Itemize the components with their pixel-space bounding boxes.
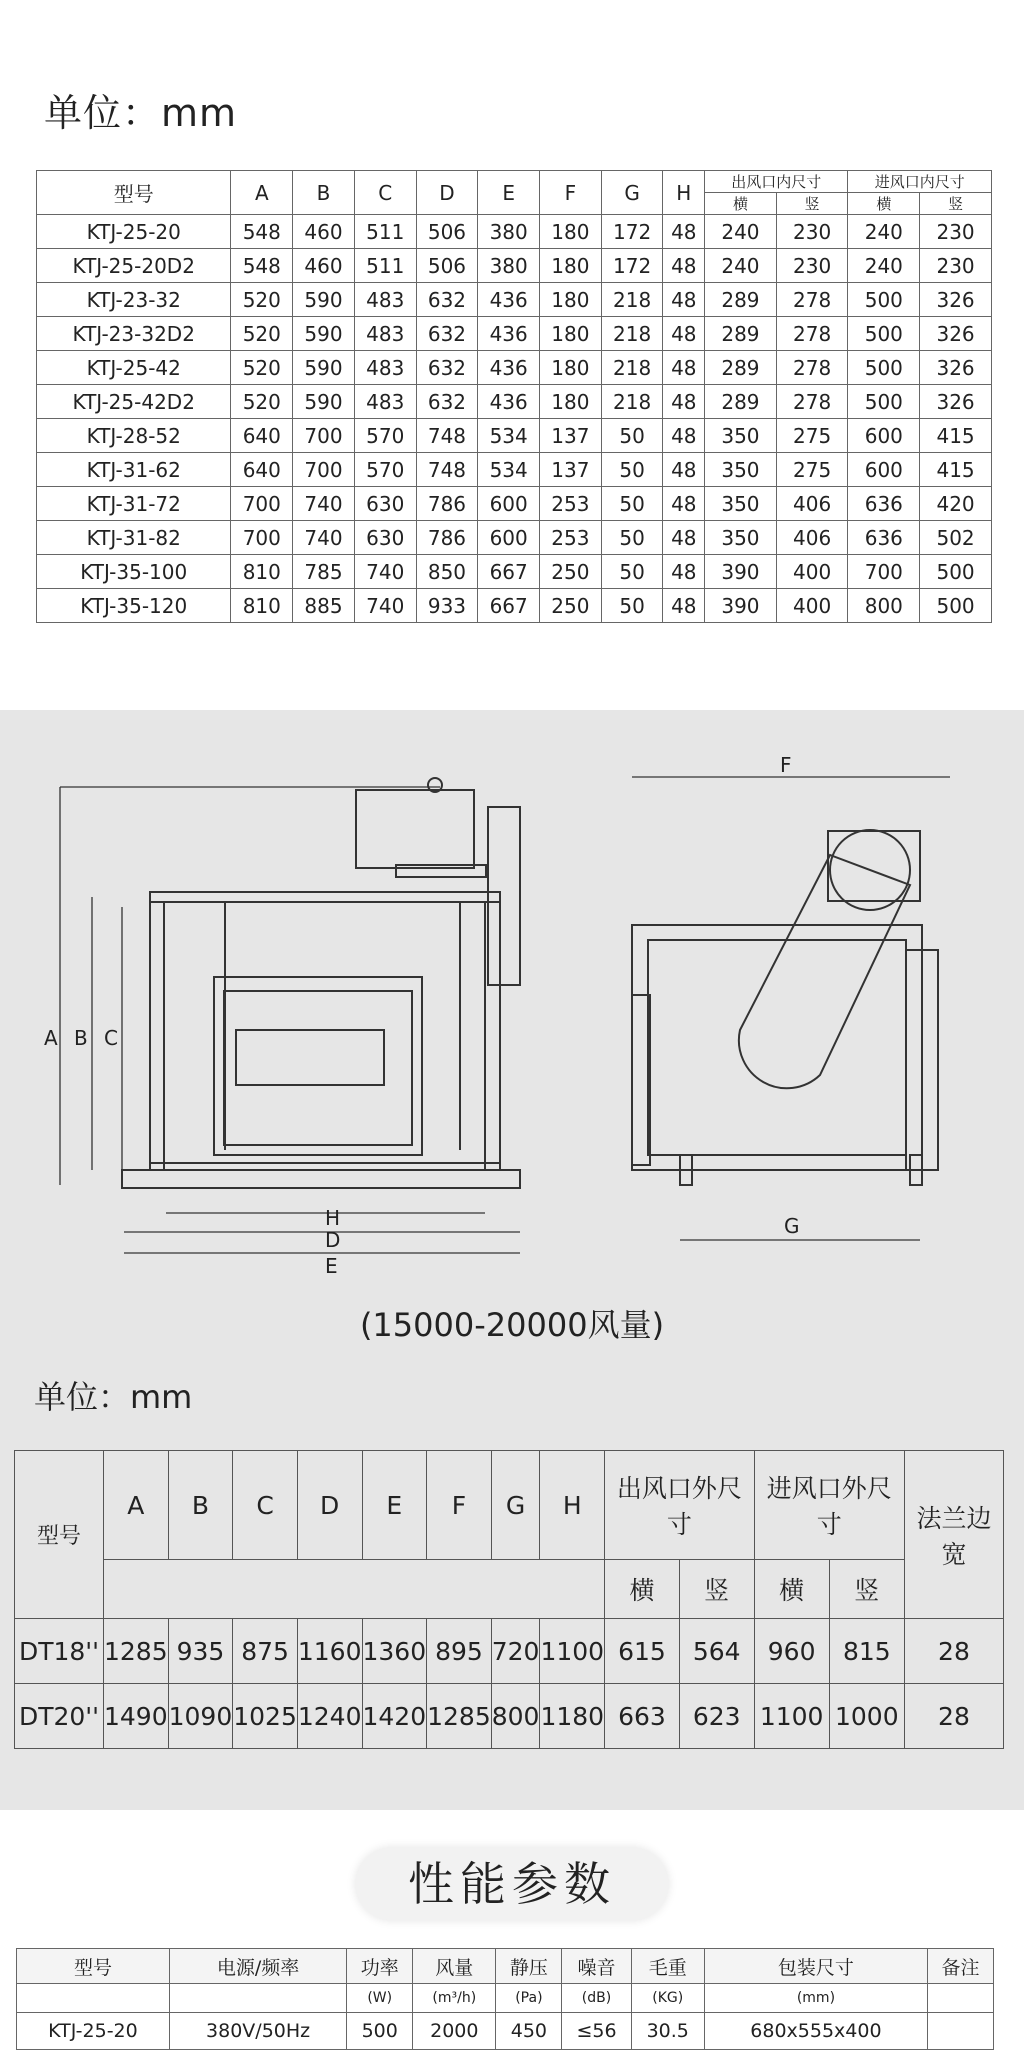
table-cell: 511 [354,215,416,249]
table-cell: 390 [705,555,777,589]
dim-label-e: E [325,1254,338,1278]
table-cell: 436 [478,283,540,317]
technical-drawing [30,745,994,1290]
table-cell: 275 [776,453,848,487]
dimension-table-ktj [36,170,992,623]
table-cell: 570 [354,419,416,453]
table-cell: 590 [293,317,355,351]
table-cell: 390 [705,589,777,623]
table-cell: 600 [848,453,920,487]
table-cell: 500 [848,283,920,317]
model-cell: KTJ-25-42 [37,351,231,385]
table-cell: 48 [663,283,705,317]
table-cell: 548 [231,215,293,249]
table-cell: 623 [679,1684,754,1749]
table-cell: 436 [478,351,540,385]
table-cell: ≤56 [562,2013,631,2050]
table-cell: 615 [605,1619,680,1684]
table-row [37,317,992,351]
table-cell: 933 [416,589,478,623]
table-cell: 278 [776,351,848,385]
column-header: B [293,171,355,215]
table-cell: 483 [354,317,416,351]
table-cell: 180 [540,385,602,419]
table-cell: 506 [416,249,478,283]
table-cell: 253 [540,487,602,521]
table-row [37,215,992,249]
table-cell: 230 [776,249,848,283]
table-cell: 28 [904,1684,1003,1749]
column-header: F [540,171,602,215]
unit-label-bottom: 单位：mm [34,1378,193,1416]
table-cell: 250 [540,589,602,623]
column-header: C [233,1451,298,1560]
unit-cell: (mm) [704,1984,927,2013]
column-header: G [491,1451,540,1560]
table-cell: 600 [478,521,540,555]
performance-table [16,1948,994,2050]
table-cell: 720 [491,1619,540,1684]
column-subheader: 竖 [679,1560,754,1619]
table-cell: 180 [540,215,602,249]
unit-cell: (KG) [631,1984,704,2013]
column-header: 包装尺寸 [704,1949,927,1984]
table-cell: 460 [293,249,355,283]
model-cell: KTJ-31-82 [37,521,231,555]
table-cell: 1160 [297,1619,362,1684]
table-cell: 667 [478,555,540,589]
table-cell: 1090 [168,1684,233,1749]
table-cell: 700 [231,487,293,521]
table-cell: 450 [496,2013,562,2050]
column-header: E [478,171,540,215]
column-header: F [427,1451,492,1560]
column-group-header: 出风口外尺寸 [605,1451,754,1560]
unit-label-top: 单位：mm [44,91,238,135]
table-cell: 500 [347,2013,413,2050]
column-header: A [231,171,293,215]
table-cell: 630 [354,521,416,555]
table-cell: 570 [354,453,416,487]
dim-label-d: D [325,1228,341,1252]
table-cell: 250 [540,555,602,589]
table-cell: 700 [231,521,293,555]
unit-cell: (Pa) [496,1984,562,2013]
table-cell: 740 [293,521,355,555]
table-cell: 520 [231,283,293,317]
table-cell: 48 [663,317,705,351]
table-cell: 48 [663,249,705,283]
column-header: 噪音 [562,1949,631,1984]
table-cell: 380V/50Hz [169,2013,346,2050]
column-subheader: 横 [848,193,920,215]
table-cell: 230 [776,215,848,249]
column-header: 型号 [15,1451,104,1619]
table-cell: 50 [601,555,663,589]
table-cell: 500 [848,385,920,419]
table-cell: 636 [848,521,920,555]
table-cell: 511 [354,249,416,283]
table-cell: 48 [663,351,705,385]
table-cell: 700 [293,419,355,453]
table-cell: 500 [848,351,920,385]
table-cell: 748 [416,453,478,487]
side-panel [488,807,520,985]
table-cell: 253 [540,521,602,555]
table-cell: 406 [776,521,848,555]
table-cell: 680x555x400 [704,2013,927,2050]
dim-label-b: B [74,1026,88,1050]
table-cell: 380 [478,249,540,283]
table-cell: 289 [705,351,777,385]
table-cell: 520 [231,351,293,385]
table-cell: 137 [540,419,602,453]
table-cell: 810 [231,589,293,623]
table-cell: 1490 [104,1684,169,1749]
table-cell: 230 [920,215,992,249]
column-header: D [297,1451,362,1560]
table-cell: 810 [231,555,293,589]
table-cell: 218 [601,351,663,385]
table-cell: 935 [168,1619,233,1684]
table-cell: 632 [416,351,478,385]
table-cell: 740 [354,555,416,589]
table-cell: 636 [848,487,920,521]
table-cell: 350 [705,453,777,487]
table-cell: 326 [920,351,992,385]
table-cell: 278 [776,385,848,419]
table-cell: 48 [663,215,705,249]
table-cell: 180 [540,351,602,385]
table-cell: 506 [416,215,478,249]
table-cell: 700 [293,453,355,487]
table-cell: 180 [540,249,602,283]
table-cell: 218 [601,317,663,351]
column-header: 备注 [928,1949,994,1984]
table-cell: 28 [904,1619,1003,1684]
table-units-row [17,1984,994,2013]
column-subheader: 竖 [829,1560,904,1619]
table-cell: 400 [776,555,848,589]
table-row [15,1684,1004,1749]
column-header: D [416,171,478,215]
table-cell: 172 [601,249,663,283]
model-cell: KTJ-25-20 [37,215,231,249]
column-header: 法兰边宽 [904,1451,1003,1619]
table-cell: 786 [416,521,478,555]
table-cell: 180 [540,283,602,317]
column-subheader: 竖 [920,193,992,215]
model-cell: KTJ-25-20 [17,2013,170,2050]
table-cell: 2000 [413,2013,496,2050]
table-cell: 289 [705,317,777,351]
table-cell: 640 [231,453,293,487]
table-cell: 415 [920,419,992,453]
table-cell: 350 [705,419,777,453]
table-cell: 240 [705,249,777,283]
model-cell: KTJ-35-100 [37,555,231,589]
table-cell: 632 [416,317,478,351]
column-header: 风量 [413,1949,496,1984]
table-header-row [17,1949,994,1984]
dim-label-a: A [44,1026,58,1050]
table-cell: 460 [293,215,355,249]
column-group-header: 进风口外尺寸 [754,1451,904,1560]
column-header: H [540,1451,605,1560]
column-subheader: 横 [705,193,777,215]
table-cell: 786 [416,487,478,521]
table-cell: 483 [354,283,416,317]
table-cell: 1420 [362,1684,427,1749]
table-cell: 400 [776,589,848,623]
table-cell: 48 [663,419,705,453]
table-cell: 380 [478,215,540,249]
model-cell: KTJ-25-20D2 [37,249,231,283]
table-cell: 483 [354,385,416,419]
table-cell: 48 [663,453,705,487]
table-cell: 48 [663,589,705,623]
table-cell: 483 [354,351,416,385]
table-cell: 1100 [754,1684,829,1749]
column-group-header: 出风口内尺寸 [705,171,848,193]
table-cell: 50 [601,521,663,555]
table-cell: 630 [354,487,416,521]
table-row [37,555,992,589]
table-cell: 218 [601,385,663,419]
model-cell: KTJ-25-42D2 [37,385,231,419]
table-cell: 326 [920,317,992,351]
table-cell: 502 [920,521,992,555]
dimension-table-dt [14,1450,1004,1749]
blank-cell [104,1560,605,1619]
table-cell: 415 [920,453,992,487]
model-cell: DT18'' [15,1619,104,1684]
table-cell: 1000 [829,1684,904,1749]
model-cell: DT20'' [15,1684,104,1749]
column-subheader: 竖 [776,193,848,215]
model-cell: KTJ-31-72 [37,487,231,521]
table-cell: 50 [601,487,663,521]
table-cell: 640 [231,419,293,453]
table-cell: 30.5 [631,2013,704,2050]
table-row [37,249,992,283]
table-row [37,487,992,521]
column-header: 电源/频率 [169,1949,346,1984]
table-cell: 960 [754,1619,829,1684]
table-cell: 406 [776,487,848,521]
table-cell: 748 [416,419,478,453]
column-header: E [362,1451,427,1560]
table-row [37,589,992,623]
table-cell: 700 [848,555,920,589]
unit-cell [928,1984,994,2013]
table-cell: 289 [705,385,777,419]
column-header: 型号 [17,1949,170,1984]
unit-cell [169,1984,346,2013]
table-cell: 534 [478,453,540,487]
table-cell: 50 [601,453,663,487]
table-cell: 632 [416,385,478,419]
column-header: C [354,171,416,215]
table-cell: 800 [848,589,920,623]
table-cell: 1100 [540,1619,605,1684]
column-header: H [663,171,705,215]
table-row [15,1619,1004,1684]
table-cell: 740 [293,487,355,521]
table-cell: 590 [293,283,355,317]
table-cell: 436 [478,317,540,351]
table-cell: 1360 [362,1619,427,1684]
table-cell: 240 [848,249,920,283]
table-cell: 895 [427,1619,492,1684]
column-subheader: 横 [754,1560,829,1619]
table-cell: 48 [663,521,705,555]
table-header-row [15,1451,1004,1560]
motor-box [356,790,474,868]
column-header: 静压 [496,1949,562,1984]
dim-label-g: G [784,1214,800,1238]
table-cell: 667 [478,589,540,623]
table-cell: 785 [293,555,355,589]
model-cell: KTJ-28-52 [37,419,231,453]
column-group-header: 进风口内尺寸 [848,171,992,193]
table-cell: 500 [848,317,920,351]
dim-label-c: C [104,1026,118,1050]
table-cell: 230 [920,249,992,283]
table-cell: 172 [601,215,663,249]
table-row [37,385,992,419]
table-row [37,283,992,317]
table-cell [928,2013,994,2050]
table-cell: 278 [776,283,848,317]
model-cell: KTJ-35-120 [37,589,231,623]
table-cell: 1240 [297,1684,362,1749]
table-cell: 850 [416,555,478,589]
table-cell: 350 [705,487,777,521]
table-cell: 534 [478,419,540,453]
table-header-row [37,171,992,193]
table-cell: 632 [416,283,478,317]
table-cell: 815 [829,1619,904,1684]
column-header: G [601,171,663,215]
column-header: 型号 [37,171,231,215]
table-cell: 740 [354,589,416,623]
column-subheader: 横 [605,1560,680,1619]
table-cell: 800 [491,1684,540,1749]
unit-cell: (W) [347,1984,413,2013]
table-cell: 500 [920,589,992,623]
table-cell: 350 [705,521,777,555]
table-row [37,521,992,555]
model-cell: KTJ-31-62 [37,453,231,487]
table-cell: 326 [920,385,992,419]
table-cell: 885 [293,589,355,623]
table-subheader-row [15,1560,1004,1619]
unit-cell [17,1984,170,2013]
table-cell: 590 [293,385,355,419]
table-row [37,419,992,453]
table-cell: 240 [705,215,777,249]
table-cell: 218 [601,283,663,317]
table-cell: 600 [848,419,920,453]
table-cell: 590 [293,351,355,385]
model-cell: KTJ-23-32D2 [37,317,231,351]
table-cell: 420 [920,487,992,521]
table-cell: 1180 [540,1684,605,1749]
dim-label-h: H [325,1206,341,1230]
model-cell: KTJ-23-32 [37,283,231,317]
table-cell: 1025 [233,1684,298,1749]
unit-cell: (m³/h) [413,1984,496,2013]
column-header: 功率 [347,1949,413,1984]
table-cell: 137 [540,453,602,487]
table-row [37,453,992,487]
dim-label-f: F [780,753,792,777]
table-cell: 1285 [104,1619,169,1684]
table-cell: 50 [601,419,663,453]
table-cell: 50 [601,589,663,623]
table-cell: 1285 [427,1684,492,1749]
table-cell: 520 [231,317,293,351]
table-cell: 548 [231,249,293,283]
table-cell: 275 [776,419,848,453]
column-header: B [168,1451,233,1560]
table-cell: 278 [776,317,848,351]
table-cell: 600 [478,487,540,521]
table-cell: 500 [920,555,992,589]
table-cell: 875 [233,1619,298,1684]
table-row [17,2013,994,2050]
table-cell: 520 [231,385,293,419]
table-cell: 289 [705,283,777,317]
table-row [37,351,992,385]
airflow-caption: (15000-20000风量) [359,1306,665,1344]
table-cell: 180 [540,317,602,351]
fan-duct [739,855,910,1088]
table-cell: 48 [663,385,705,419]
table-cell: 326 [920,283,992,317]
column-header: 毛重 [631,1949,704,1984]
table-cell: 436 [478,385,540,419]
table-cell: 564 [679,1619,754,1684]
column-header: A [104,1451,169,1560]
unit-cell: (dB) [562,1984,631,2013]
table-cell: 48 [663,555,705,589]
table-cell: 240 [848,215,920,249]
table-cell: 663 [605,1684,680,1749]
table-cell: 48 [663,487,705,521]
performance-title: 性能参数 [356,1848,668,1920]
